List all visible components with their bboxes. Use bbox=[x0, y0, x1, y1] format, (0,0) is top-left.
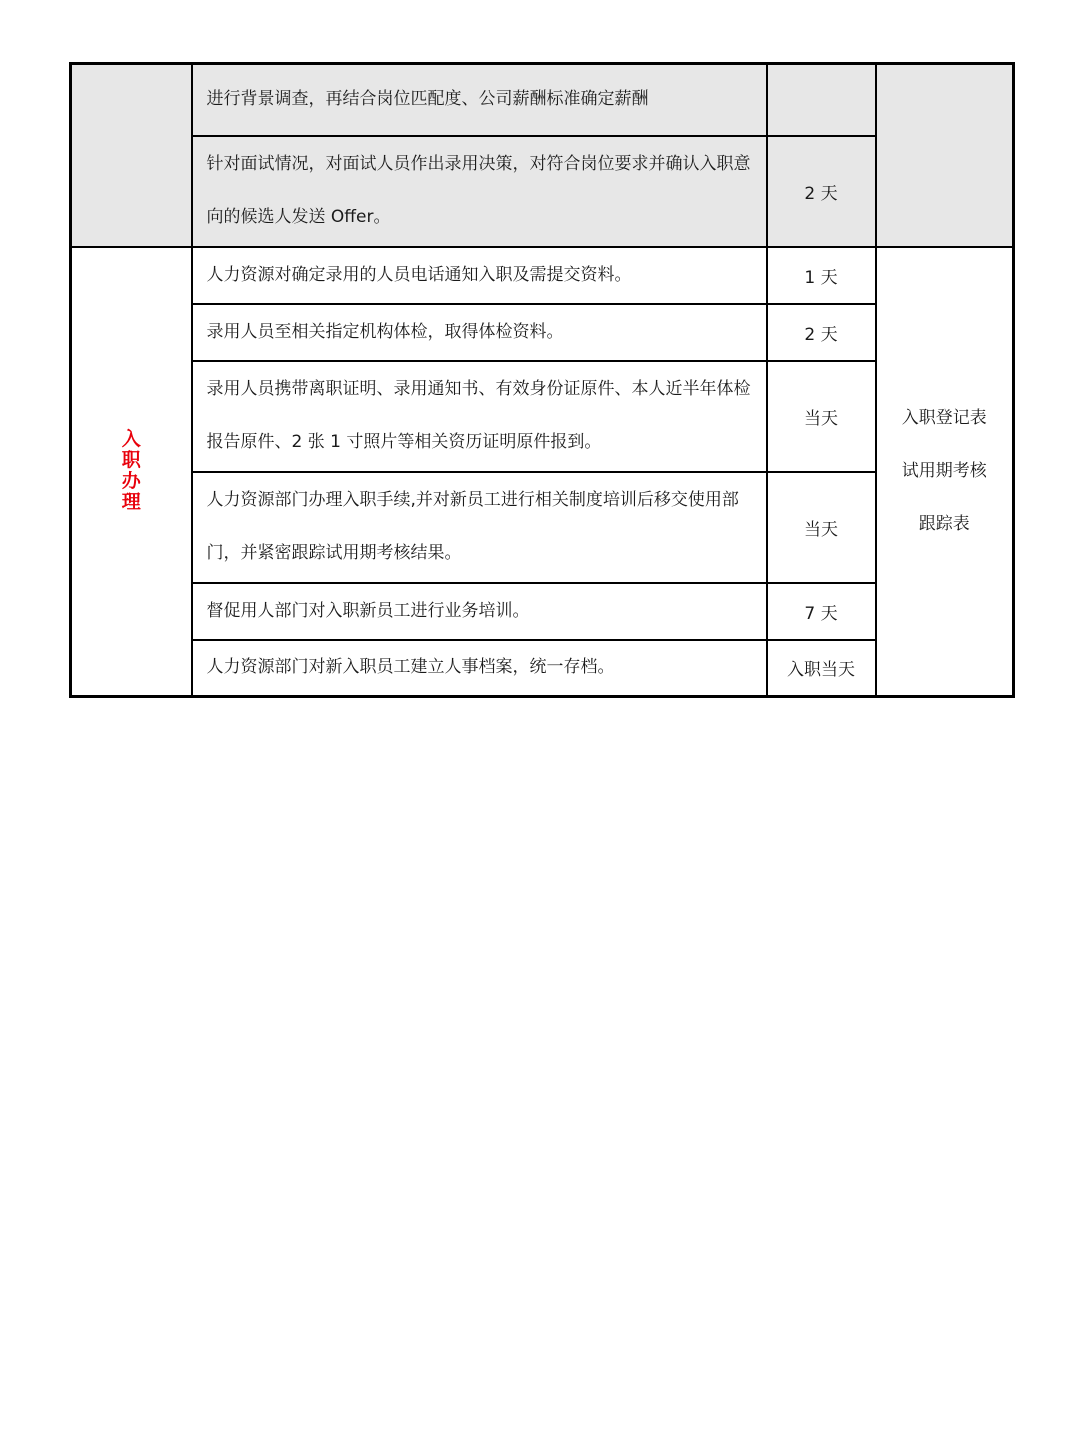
step-duration: 2 天 bbox=[767, 304, 876, 361]
step-duration: 当天 bbox=[767, 472, 876, 583]
step-duration: 1 天 bbox=[767, 247, 876, 304]
stage-cell bbox=[71, 247, 192, 697]
step-duration bbox=[767, 64, 876, 136]
step-description: 督促用人部门对入职新员工进行业务培训。 bbox=[192, 583, 767, 640]
prev-stage-cell bbox=[71, 64, 192, 247]
step-description: 录用人员携带离职证明、录用通知书、有效身份证原件、本人近半年体检报告原件、2 张 1 寸照片等相关资历证明原件报到。 bbox=[192, 361, 767, 472]
step-duration: 当天 bbox=[767, 361, 876, 472]
step-duration: 入职当天 bbox=[767, 640, 876, 697]
process-table bbox=[69, 62, 1015, 698]
form-name: 跟踪表 bbox=[918, 513, 970, 534]
form-name: 试用期考核 bbox=[901, 460, 987, 481]
form-name: 入职登记表 bbox=[901, 407, 987, 428]
step-description: 录用人员至相关指定机构体检，取得体检资料。 bbox=[192, 304, 767, 361]
step-duration: 2 天 bbox=[767, 136, 876, 247]
table-row bbox=[71, 64, 1014, 136]
table-row bbox=[71, 640, 1014, 697]
table-row bbox=[71, 136, 1014, 247]
step-description: 针对面试情况，对面试人员作出录用决策，对符合岗位要求并确认入职意向的候选人发送 Offer。 bbox=[192, 136, 767, 247]
table-row bbox=[71, 247, 1014, 304]
step-description: 进行背景调查，再结合岗位匹配度、公司薪酬标准确定薪酬 bbox=[192, 64, 767, 136]
table-row bbox=[71, 304, 1014, 361]
table-row bbox=[71, 361, 1014, 472]
step-duration: 7 天 bbox=[767, 583, 876, 640]
step-description: 人力资源对确定录用的人员电话通知入职及需提交资料。 bbox=[192, 247, 767, 304]
forms-cell bbox=[876, 247, 1014, 697]
table-row bbox=[71, 583, 1014, 640]
prev-forms-cell bbox=[876, 64, 1014, 247]
step-description: 人力资源部门对新入职员工建立人事档案，统一存档。 bbox=[192, 640, 767, 697]
table-row bbox=[71, 472, 1014, 583]
step-description: 人力资源部门办理入职手续,并对新员工进行相关制度培训后移交使用部门，并紧密跟踪试用期考核结果。 bbox=[192, 472, 767, 583]
stage-label: 入职办理 bbox=[121, 428, 141, 514]
